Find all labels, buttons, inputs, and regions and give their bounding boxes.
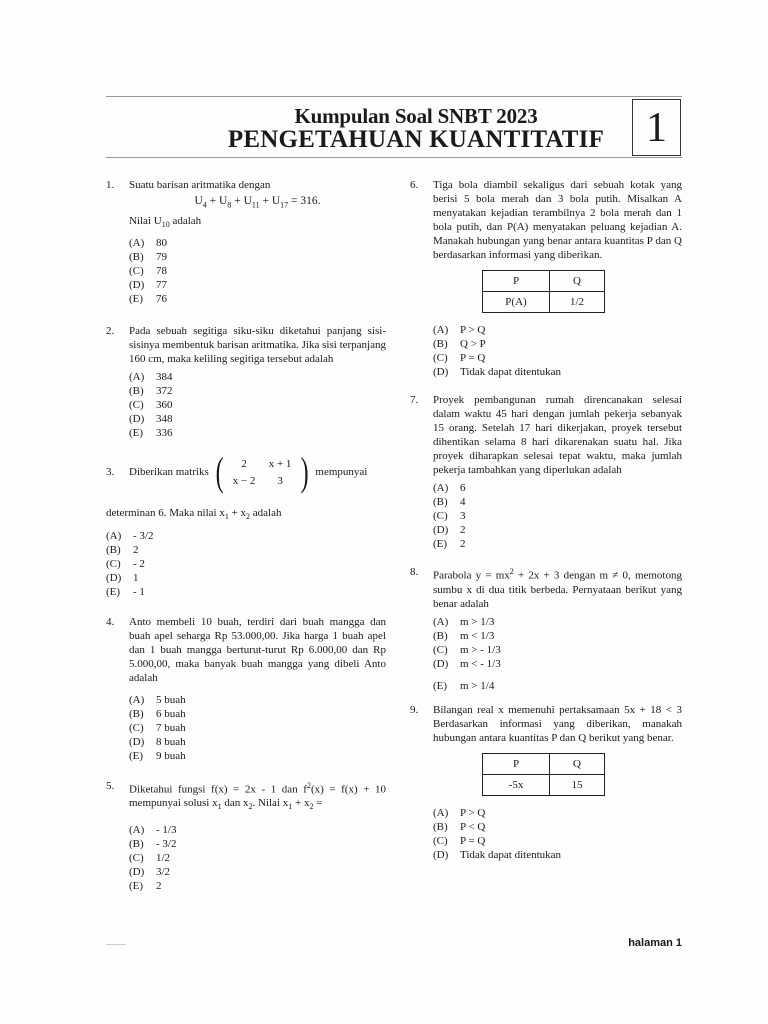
option-value: 6: [460, 482, 466, 494]
option-value: Tidak dapat ditentukan: [460, 848, 562, 861]
table-header-q: Q: [550, 271, 605, 292]
option-value: m > - 1/3: [460, 643, 501, 656]
header-bottom-rule: [106, 157, 682, 158]
question-text: Parabola $y = mx^2 + 2x + 3$ dengan m ≠ 0, memotong sumbu x di dua titik berbeda. Pernyataan berikut yang benar adalah: [433, 567, 682, 610]
question-formula: $U_4 + U_8 + U_{11} + U_{17} = 316$.: [194, 195, 321, 210]
option-value: m > 1/4: [460, 679, 495, 692]
option-letter: (B): [433, 496, 448, 508]
option-a[interactable]: [129, 236, 386, 250]
option-letter: (B): [129, 251, 144, 264]
option-a[interactable]: [433, 323, 682, 337]
header-subtitle: Kumpulan Soal SNBT 2023: [294, 104, 538, 128]
option-d[interactable]: [129, 278, 386, 292]
question-text-after: mempunyai: [315, 466, 368, 479]
answer-options: [129, 693, 386, 763]
option-letter: (C): [106, 557, 121, 570]
option-value: 2: [156, 879, 162, 892]
option-letter: (A): [129, 371, 145, 384]
option-letter: (C): [433, 834, 448, 847]
question-2: [106, 324, 386, 440]
option-letter: (E): [433, 679, 448, 692]
option-c[interactable]: [433, 509, 682, 523]
option-a[interactable]: [106, 529, 386, 543]
option-value: 348: [156, 413, 173, 426]
question-text-2: Nilai $U_{10}$ adalah: [129, 215, 202, 230]
option-d[interactable]: [129, 865, 386, 879]
option-value: 78: [156, 265, 167, 278]
option-d[interactable]: [433, 523, 682, 537]
question-text: Proyek pembangunan rumah direncanakan selesai dalam waktu 45 hari dengan jumlah pekerja sebanyak 15 orang. Setelah 17 hari dikerjakan, proyek tersebut dihentikan selama 8 hari dikarenakan suatu hal. Jika proyek diharapkan selesai tepat waktu, maka jumlah pekerja tambahkan yang diperlukan adalah: [433, 394, 682, 476]
option-value: 2: [460, 524, 466, 536]
option-letter: (C): [433, 352, 448, 364]
header-top-rule: [106, 96, 682, 97]
left-column: [106, 178, 386, 903]
answer-options: [129, 370, 386, 440]
question-8: [410, 565, 682, 693]
option-d[interactable]: [433, 365, 682, 379]
option-b[interactable]: [433, 820, 682, 834]
header-title: PENGETAHUAN KUANTITATIF: [227, 126, 605, 153]
option-b[interactable]: [129, 384, 386, 398]
question-text: Anto membeli 10 buah, terdiri dari buah mangga dan buah apel seharga Rp 53.000,00. Jika harga 1 buah apel dan 1 buah mangga berturut-turut Rp 6.000,00 dan Rp 5.000,00, maka banyak buah mangga yang dibeli Anto adalah: [129, 615, 386, 684]
option-e[interactable]: [129, 426, 386, 440]
option-letter: (C): [129, 399, 144, 412]
option-value: P > Q: [460, 806, 486, 819]
option-letter: (E): [129, 293, 144, 306]
question-text: Suatu barisan aritmatika dengan: [129, 179, 271, 191]
option-a[interactable]: [433, 806, 682, 820]
matrix: [213, 449, 312, 495]
option-c[interactable]: [129, 264, 386, 278]
question-number: 7.: [410, 394, 419, 406]
question-text: Diketahui fungsi f(x) = 2x - 1 dan $f^2(x) = f(x) + 10$ mempunyai solusi $x_1$ dan $x_2$. Nilai $x_1 + x_2$ =: [129, 780, 386, 812]
table-header-p: P: [483, 271, 550, 292]
matrix-cell: x + 1: [268, 457, 292, 470]
question-3: [106, 450, 386, 598]
option-letter: (D): [433, 848, 449, 861]
option-letter: (A): [129, 237, 145, 250]
option-letter: (E): [433, 538, 448, 550]
option-value: 372: [156, 385, 173, 398]
option-value: 77: [156, 279, 167, 292]
answer-options: [129, 236, 386, 306]
table-header-q: Q: [550, 753, 605, 774]
option-letter: (B): [129, 707, 144, 720]
option-c[interactable]: [129, 851, 386, 865]
footer-rule: [106, 944, 126, 945]
option-c[interactable]: [433, 351, 682, 365]
question-5: [106, 779, 386, 893]
table-header-p: P: [483, 753, 550, 774]
option-c[interactable]: [433, 834, 682, 848]
option-letter: (B): [433, 629, 448, 642]
option-e[interactable]: [433, 679, 682, 693]
option-e[interactable]: [129, 292, 386, 306]
answer-options: [433, 323, 682, 379]
option-value: - 2: [133, 557, 145, 570]
option-value: Tidak dapat ditentukan: [460, 366, 562, 378]
option-e[interactable]: [106, 585, 386, 599]
right-paren: ): [300, 449, 309, 495]
option-value: 4: [460, 496, 466, 508]
table-cell-p: -5x: [483, 774, 550, 795]
question-matrix-line: [106, 450, 386, 494]
option-value: m > 1/3: [460, 615, 495, 628]
matrix-cell: x − 2: [232, 474, 256, 487]
option-b[interactable]: [129, 837, 386, 851]
question-text: Pada sebuah segitiga siku-siku diketahui panjang sisi-sisinya membentuk barisan aritmatika. Jika sisi terpanjang 160 cm, maka keliling segitiga tersebut adalah: [129, 325, 386, 366]
option-d[interactable]: [129, 735, 386, 749]
option-letter: (C): [129, 265, 144, 278]
question-number: 9.: [410, 703, 419, 716]
option-value: 1/2: [156, 851, 171, 864]
option-letter: (C): [433, 643, 448, 656]
page-number-box: 1: [632, 99, 681, 156]
option-b[interactable]: [433, 495, 682, 509]
option-letter: (B): [106, 543, 121, 556]
option-letter: (D): [129, 279, 145, 292]
option-value: P = Q: [460, 352, 486, 364]
left-paren: (: [215, 449, 224, 495]
option-letter: (B): [129, 385, 144, 398]
option-e[interactable]: [129, 749, 386, 763]
option-value: 384: [156, 371, 173, 384]
option-b[interactable]: [433, 629, 682, 643]
question-text-2: determinan 6. Maka nilai $x_1 + x_2$ adalah: [106, 507, 282, 522]
question-6: [410, 178, 682, 379]
question-number: 2.: [106, 325, 115, 338]
matrix-cell: 3: [277, 474, 283, 487]
option-value: 360: [156, 399, 173, 412]
answer-options: [433, 615, 682, 693]
option-letter: (C): [433, 510, 448, 522]
question-7: [410, 393, 682, 551]
question-4: [106, 615, 386, 763]
comparison-table: [482, 753, 605, 796]
option-letter: (D): [433, 366, 449, 378]
option-value: 1: [133, 571, 139, 584]
option-value: P < Q: [460, 820, 486, 833]
option-c[interactable]: [106, 557, 386, 571]
table-cell-q: 15: [550, 774, 605, 795]
option-value: 9 buah: [156, 749, 186, 762]
option-value: 7 buah: [156, 721, 186, 734]
option-value: 79: [156, 251, 167, 264]
option-letter: (D): [129, 413, 145, 426]
option-value: 2: [460, 538, 466, 550]
option-d[interactable]: [433, 657, 682, 671]
option-letter: (A): [433, 615, 449, 628]
question-number: 3.: [106, 466, 115, 479]
option-letter: (B): [433, 820, 448, 833]
option-e[interactable]: [129, 879, 386, 893]
option-b[interactable]: [129, 707, 386, 721]
matrix-grid: [226, 457, 298, 488]
option-letter: (D): [129, 865, 145, 878]
question-number: 8.: [410, 566, 419, 578]
option-letter: (A): [433, 324, 449, 336]
option-value: 8 buah: [156, 735, 186, 748]
answer-options: [129, 823, 386, 893]
option-value: m < 1/3: [460, 629, 495, 642]
option-a[interactable]: [129, 370, 386, 384]
option-value: 5 buah: [156, 693, 186, 706]
question-number: 6.: [410, 179, 419, 191]
question-number: 1.: [106, 179, 115, 191]
answer-options: [106, 529, 386, 599]
option-letter: (D): [433, 524, 449, 536]
comparison-table: [482, 270, 605, 313]
option-value: Q > P: [460, 338, 486, 350]
question-number: 5.: [106, 779, 115, 792]
question-text: Bilangan real x memenuhi pertaksamaan 5x + 18 < 3 Berdasarkan informasi yang diberikan, manakah hubungan antara kuantitas P dan Q berikut yang benar.: [433, 703, 682, 744]
option-value: - 3/2: [156, 837, 177, 850]
right-column: [410, 178, 682, 872]
option-d[interactable]: [129, 412, 386, 426]
page-footer: halaman 1: [628, 937, 682, 949]
question-number: 4.: [106, 615, 115, 628]
option-letter: (C): [129, 721, 144, 734]
option-value: P = Q: [460, 834, 486, 847]
option-letter: (A): [129, 693, 145, 706]
option-letter: (A): [433, 806, 449, 819]
question-text: Diberikan matriks: [129, 466, 209, 479]
option-value: 80: [156, 237, 167, 250]
option-value: 336: [156, 427, 173, 440]
answer-options: [433, 481, 682, 551]
option-a[interactable]: [129, 693, 386, 707]
option-letter: (E): [129, 879, 144, 892]
option-a[interactable]: [433, 481, 682, 495]
option-value: - 3/2: [133, 529, 154, 542]
question-text: Tiga bola diambil sekaligus dari sebuah kotak yang berisi 5 bola merah dan 3 bola putih. Misalkan A menyatakan kejadian terambilnya 2 bola merah dan 1 bola putih, dan P(A) menyatakan peluang kejadian A. Manakah hubungan yang benar antara kuantitas P dan Q berdasarkan informasi yang diberikan.: [433, 179, 682, 261]
option-c[interactable]: [433, 643, 682, 657]
option-letter: (B): [129, 837, 144, 850]
option-letter: (D): [106, 571, 122, 584]
option-letter: (C): [129, 851, 144, 864]
option-letter: (B): [433, 338, 448, 350]
option-value: 2: [133, 543, 139, 556]
option-c[interactable]: [129, 398, 386, 412]
option-letter: (E): [129, 427, 144, 440]
option-value: 6 buah: [156, 707, 186, 720]
question-1: [106, 178, 386, 306]
table-cell-p: P(A): [483, 292, 550, 313]
option-letter: (D): [129, 735, 145, 748]
option-b[interactable]: [129, 250, 386, 264]
option-value: m < - 1/3: [460, 657, 501, 670]
option-letter: (A): [106, 529, 122, 542]
option-value: - 1/3: [156, 823, 177, 836]
option-letter: (E): [129, 749, 144, 762]
option-e[interactable]: [433, 537, 682, 551]
option-value: P > Q: [460, 324, 486, 336]
option-value: 3: [460, 510, 466, 522]
option-value: 3/2: [156, 865, 171, 878]
option-b[interactable]: [433, 337, 682, 351]
option-letter: (D): [433, 657, 449, 670]
option-a[interactable]: [433, 615, 682, 629]
option-c[interactable]: [129, 721, 386, 735]
option-value: 76: [156, 293, 167, 306]
option-a[interactable]: [129, 823, 386, 837]
option-value: - 1: [133, 585, 145, 598]
option-d[interactable]: [106, 571, 386, 585]
table-cell-q: 1/2: [550, 292, 605, 313]
matrix-cell: 2: [241, 457, 247, 470]
answer-options: [433, 806, 682, 862]
option-letter: (A): [433, 482, 449, 494]
question-9: [410, 703, 682, 862]
option-d[interactable]: [433, 848, 682, 862]
option-b[interactable]: [106, 543, 386, 557]
option-letter: (E): [106, 585, 121, 598]
option-letter: (A): [129, 823, 145, 836]
